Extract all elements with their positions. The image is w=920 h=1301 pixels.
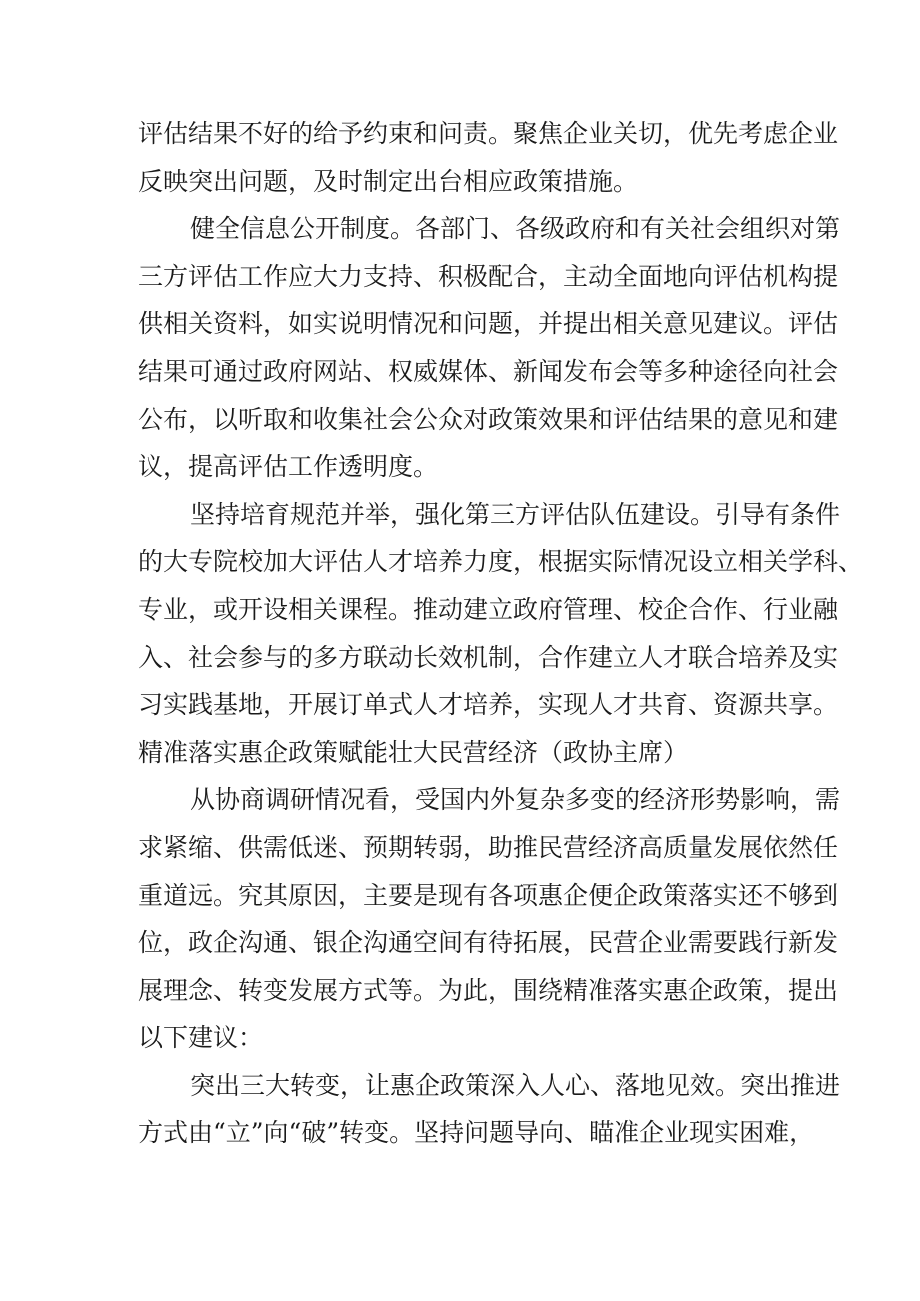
text-line: 公布，以听取和收集社会公众对政策效果和评估结果的意见和建 [138, 404, 839, 434]
text-line: 坚持培育规范并举，强化第三方评估队伍建设。引导有条件 [190, 499, 841, 529]
text-line: 重道远。究其原因，主要是现有各项惠企便企政策落实还不够到 [138, 880, 839, 910]
text-line: 议，提高评估工作透明度。 [138, 452, 439, 482]
text-line: 评估结果不好的给予约束和问责。聚焦企业关切，优先考虑企业 [138, 119, 839, 148]
text-line: 从协商调研情况看，受国内外复杂多变的经济形势影响，需 [190, 785, 841, 815]
text-line: 位，政企沟通、银企沟通空间有待拓展，民营企业需要践行新发 [138, 928, 839, 958]
text-line: 求紧缩、供需低迷、预期转弱，助推民营经济高质量发展依然任 [138, 832, 839, 862]
text-line: 方式由“立”向“破”转变。坚持问题导向、瞄准企业现实困难， [138, 1118, 815, 1148]
text-line: 反映突出问题，及时制定出台相应政策措施。 [138, 166, 639, 196]
text-line: 的大专院校加大评估人才培养力度，根据实际情况设立相关学科、 [138, 547, 864, 577]
text-line: 专业，或开设相关课程。推动建立政府管理、校企合作、行业融 [138, 594, 839, 624]
text-line: 三方评估工作应大力支持、积极配合，主动全面地向评估机构提 [138, 261, 839, 291]
text-line: 以下建议： [138, 1023, 264, 1053]
document-body [138, 110, 864, 1157]
text-line: 入、社会参与的多方联动长效机制，合作建立人才联合培养及实 [138, 642, 839, 672]
text-line: 健全信息公开制度。各部门、各级政府和有关社会组织对第 [190, 214, 841, 244]
text-line: 习实践基地，开展订单式人才培养，实现人才共育、资源共享。 [138, 690, 839, 720]
text-line: 突出三大转变，让惠企政策深入人心、落地见效。突出推进 [190, 1070, 841, 1100]
text-line: 展理念、转变发展方式等。为此，围绕精准落实惠企政策，提出 [138, 975, 839, 1005]
text-line: 供相关资料，如实说明情况和问题，并提出相关意见建议。评估 [138, 309, 839, 339]
text-line: 精准落实惠企政策赋能壮大民营经济（政协主席） [138, 737, 689, 767]
text-line: 结果可通过政府网站、权威媒体、新闻发布会等多种途径向社会 [138, 356, 839, 386]
